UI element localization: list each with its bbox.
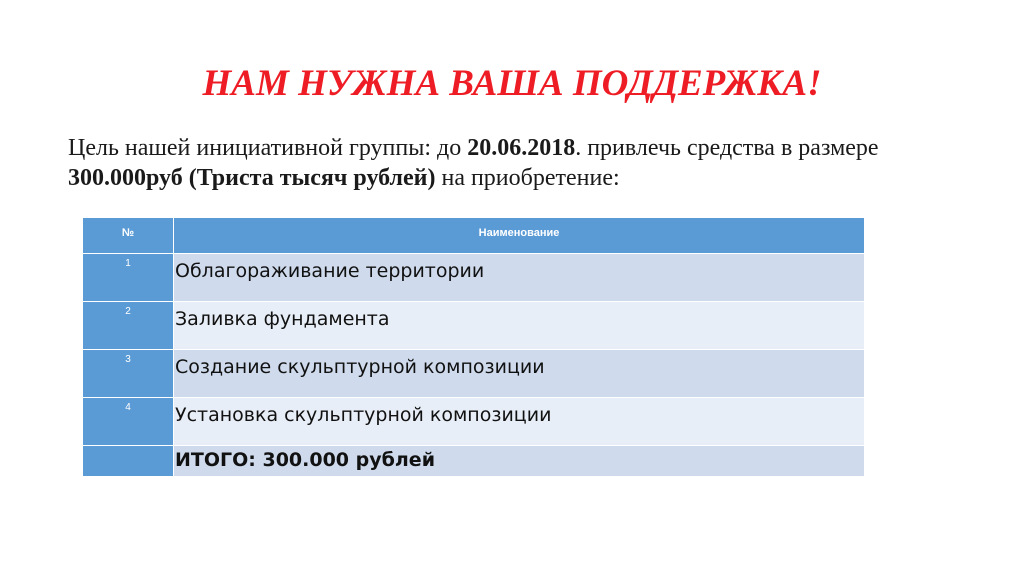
column-header-number: № [83, 218, 174, 254]
items-table [82, 217, 865, 477]
table-row [83, 302, 865, 350]
intro-paragraph [68, 133, 968, 193]
row-number: 3 [83, 350, 174, 398]
table-total-row [83, 446, 865, 477]
intro-text-3: на приобретение: [435, 165, 620, 191]
total-number-cell [83, 446, 174, 477]
intro-text-1: Цель нашей инициативной группы: до [68, 135, 468, 161]
row-name: Облагораживание территории [174, 254, 865, 302]
intro-date: 20.06.2018 [467, 135, 576, 161]
row-name: Установка скульптурной композиции [174, 398, 865, 446]
row-number: 1 [83, 254, 174, 302]
intro-amount: 300.000руб (Триста тысяч рублей) [68, 165, 436, 191]
page-title: НАМ НУЖНА ВАША ПОДДЕРЖКА! [202, 63, 822, 104]
row-number: 4 [83, 398, 174, 446]
row-number: 2 [83, 302, 174, 350]
intro-text-2: . привлечь средства в размере [575, 135, 879, 161]
row-name: Создание скульптурной композиции [174, 350, 865, 398]
table-row [83, 398, 865, 446]
column-header-name: Наименование [174, 218, 865, 254]
row-name: Заливка фундамента [174, 302, 865, 350]
total-label: ИТОГО: 300.000 рублей [174, 446, 865, 477]
table-row [83, 350, 865, 398]
table-row [83, 254, 865, 302]
table-header-row [83, 218, 865, 254]
